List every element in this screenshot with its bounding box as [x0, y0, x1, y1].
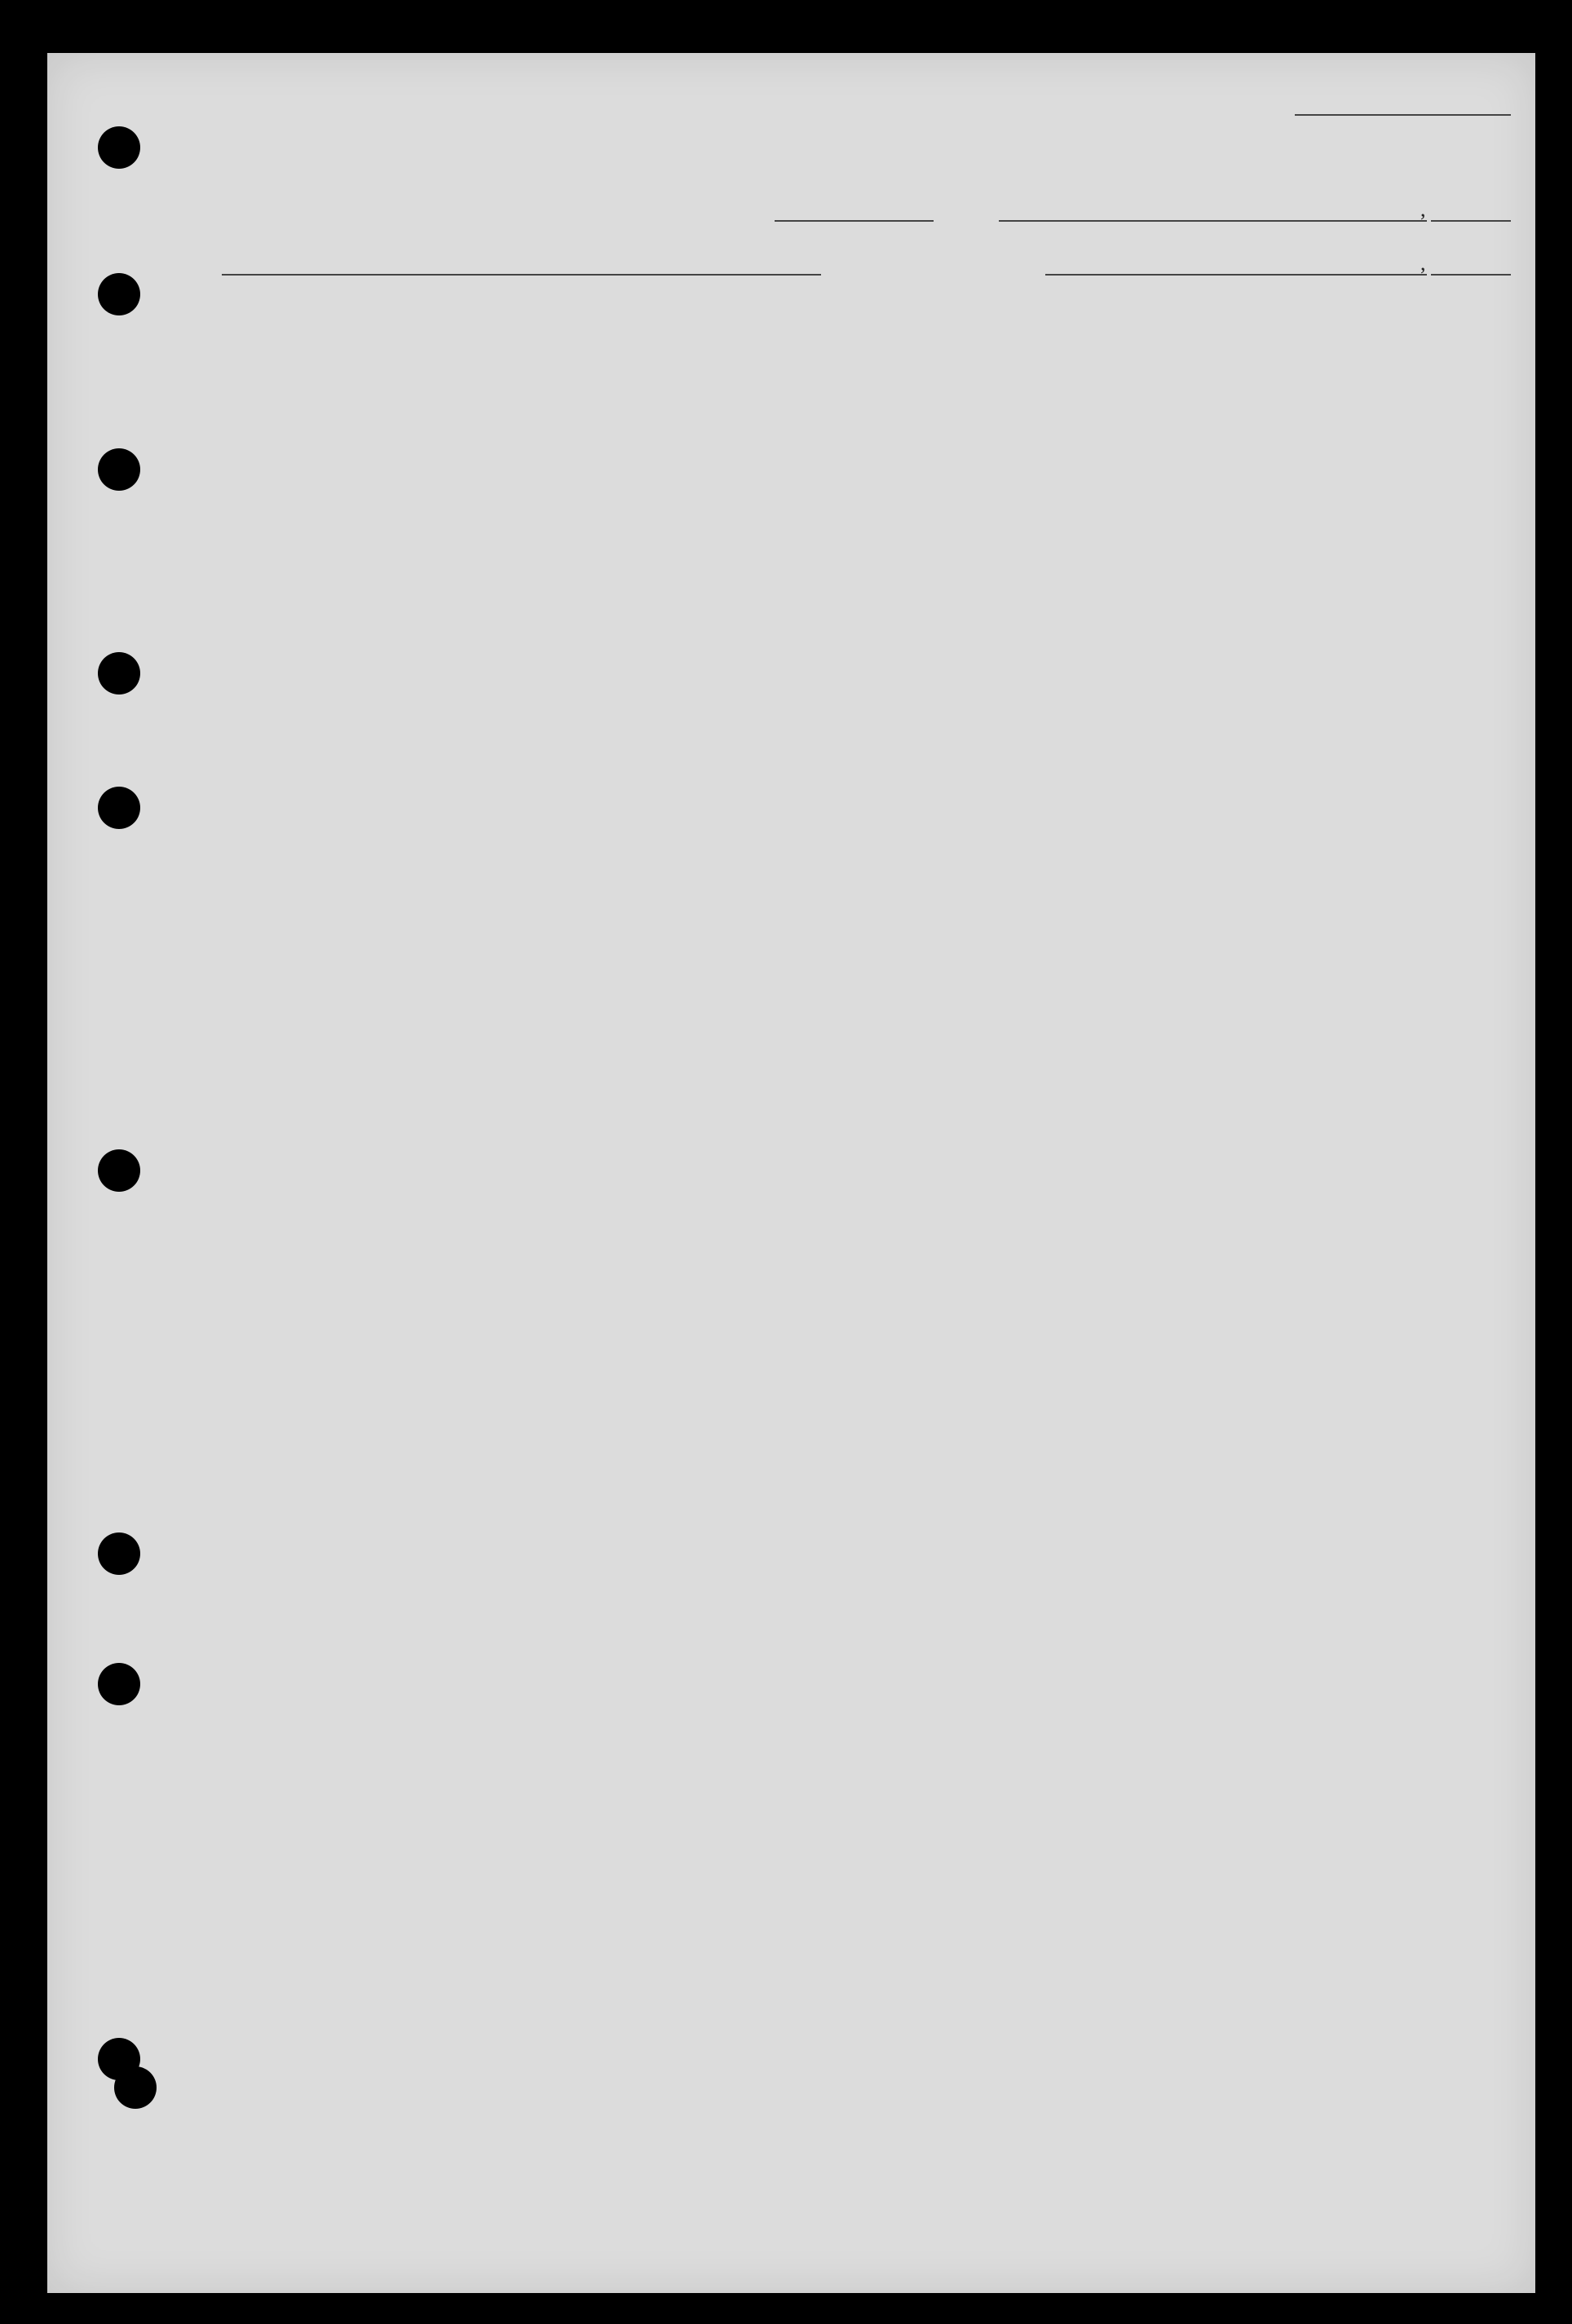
arrival-year-comma: ,: [1420, 251, 1426, 275]
depart-year-comma: ,: [1420, 197, 1426, 221]
